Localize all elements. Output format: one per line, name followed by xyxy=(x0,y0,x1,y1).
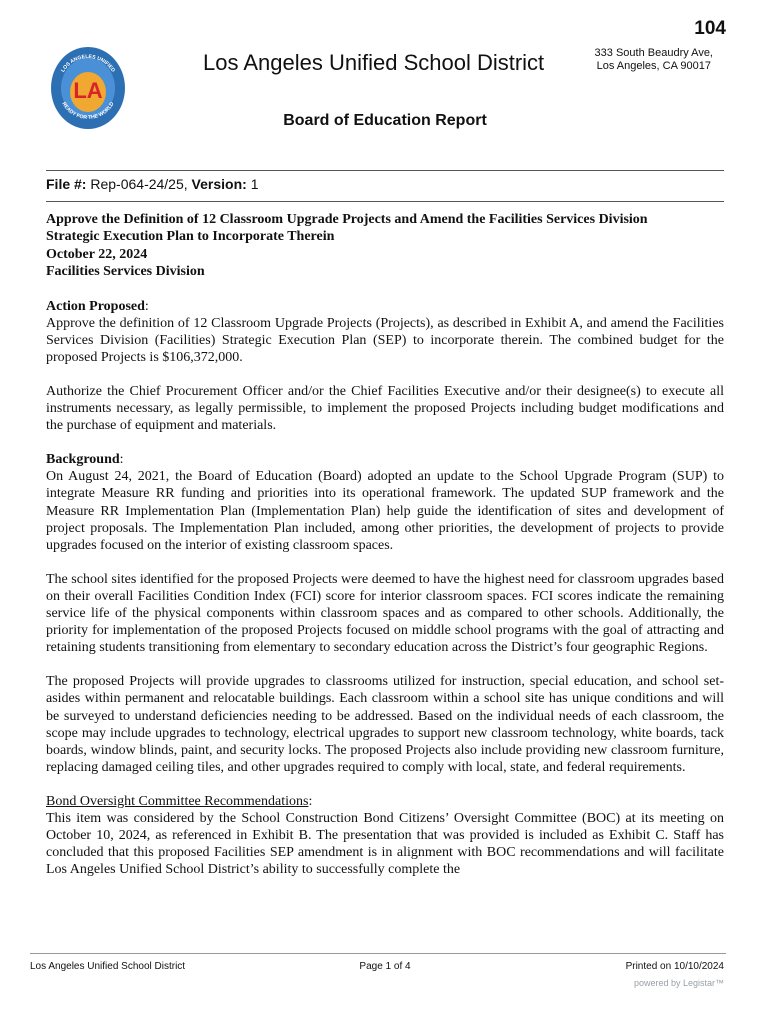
item-division: Facilities Services Division xyxy=(46,264,205,280)
header-divider-top xyxy=(46,170,724,171)
action-proposed-heading: Action Proposed: xyxy=(46,298,149,314)
item-date: October 22, 2024 xyxy=(46,246,148,262)
item-title-line-1: Approve the Definition of 12 Classroom Upgrade Projects and Amend the Facilities Services Division xyxy=(46,212,648,227)
background-paragraph-1: On August 24, 2021, the Board of Education (Board) adopted an update to the School Upgrade Program (SUP) to integrate Measure RR funding and priorities into its operational framework. The updated SUP framework and the Measure RR Implementation Plan (Implementation Plan) help guide the identification of sites and development of project proposals. The Implementation Plan included, among other priorities, the development of projects to provide upgrades focused on the interior of existing classroom spaces. xyxy=(46,469,724,553)
footer-divider xyxy=(30,953,726,954)
file-label: File #: xyxy=(46,176,87,192)
version-label: Version: xyxy=(191,176,247,192)
page-number: 104 xyxy=(694,18,726,39)
seal-top-text: LOS ANGELES UNIFIED xyxy=(60,53,116,74)
item-title-line-2: Strategic Execution Plan to Incorporate Therein xyxy=(46,229,335,245)
file-number: Rep-064-24/25, xyxy=(90,176,188,192)
seal-monogram: LA xyxy=(73,78,103,103)
boc-paragraph: This item was considered by the School Construction Bond Citizens’ Oversight Committee (BOC) at its meeting on October 10, 2024, as referenced in Exhibit B. The presentation that was provided is included as Exhibit C. Staff has concluded that this proposed Facilities SEP amendment is in alignment with BOC recommendations and will facilitate Los Angeles Unified School District’s ability to successfully complete the xyxy=(46,810,724,878)
footer-district: Los Angeles Unified School District xyxy=(30,961,186,972)
report-title: Board of Education Report xyxy=(283,112,487,129)
action-proposed-paragraph-1: Approve the definition of 12 Classroom Upgrade Projects (Projects), as described in Exhibit A, and amend the Facilities Services Division (Facilities) Strategic Execution Plan (SEP) to incorporate therein. The combined budget for the proposed Projects is $106,372,000. xyxy=(46,315,724,365)
powered-by-legistar: powered by Legistar™ xyxy=(633,978,724,988)
footer-page-count: Page 1 of 4 xyxy=(359,961,411,972)
version-number: 1 xyxy=(250,176,259,192)
boc-heading: Bond Oversight Committee Recommendations: xyxy=(46,793,313,809)
background-paragraph-3: The proposed Projects will provide upgrades to classrooms utilized for instruction, special education, and school set-asides within permanent and relocatable buildings. Each classroom within a school site has unique conditions and will be surveyed to understand deficiencies needing to be addressed. Based on the individual needs of each classroom, the scope may include upgrades to technology, electrical upgrades to support new classroom technology, white boards, tack boards, window blinds, paint, and security locks. The proposed Projects also include providing new classroom furniture, replacing damaged ceiling tiles, and other upgrades required to comply with local, state, and federal requirements. xyxy=(46,674,724,775)
file-info xyxy=(46,176,258,192)
address-line-2: Los Angeles, CA 90017 xyxy=(596,60,711,72)
district-address xyxy=(595,47,713,73)
seal-bottom-text: READY FOR THE WORLD xyxy=(60,101,116,122)
district-name: Los Angeles Unified School District xyxy=(203,50,545,75)
footer-printed-date: Printed on 10/10/2024 xyxy=(625,961,724,972)
address-line-1: 333 South Beaudry Ave, xyxy=(594,47,713,59)
action-proposed-paragraph-2: Authorize the Chief Procurement Officer and/or the Chief Facilities Executive and/or their designee(s) to execute all instruments necessary, as legally permissible, to implement the proposed Projects including budget modifications and the purchase of equipment and materials. xyxy=(46,384,724,434)
background-paragraph-2: The school sites identified for the proposed Projects were deemed to have the highest need for classroom upgrades based on their overall Facilities Condition Index (FCI) score for interior classroom spaces. FCI scores indicate the remaining service life of the physical components within classroom spaces and as compared to other schools. Additionally, the priority for implementation of the proposed Projects focused on middle school programs with the goal of attracting and retaining students transitioning from elementary to secondary education across the District’s four geographic Regions. xyxy=(46,571,724,656)
background-heading: Background: xyxy=(46,452,124,468)
report-body xyxy=(46,211,724,878)
header-divider-bottom xyxy=(46,201,724,202)
item-heading-block xyxy=(46,211,724,281)
